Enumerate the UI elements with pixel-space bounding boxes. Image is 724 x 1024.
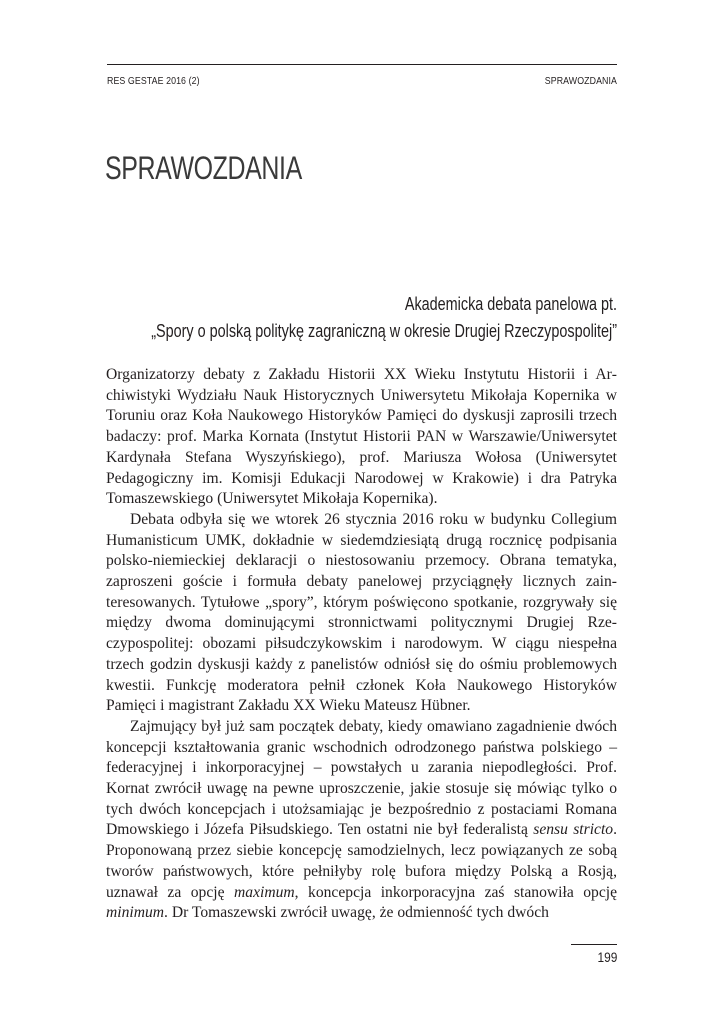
section-label: SPRAWOZDANIA [544, 75, 617, 87]
term-minimum: minimum [106, 904, 165, 922]
paragraph-3-text-4: . Dr Tomaszewski zwrócił uwagę, że odmienność tych dwóch [164, 904, 549, 922]
paragraph-3 [106, 717, 617, 924]
paragraph-1: Organizatorzy debaty z Zakładu Historii XX Wieku Instytutu Historii i Archiwistyki Wydziału Nauk Historycznych Uniwersytetu Mikołaja Kopernika w Toruniu oraz Koła Naukowego Historyków Pamięci do dyskusji zaprosili trzech badaczy: prof. Marka Kornata (Instytut Historii PAN w Warszawie/Uniwersytet Kardynała Stefana Wyszyńskiego), prof. Mariusza Wołosa (Uniwersytet Pedagogiczny im. Komisji Edukacji Narodowej w Krakowie) i dra Patryka Tomaszewskiego (Uniwersytet Mikołaja Kopernika). [106, 366, 617, 508]
paragraph-3-text-2: . Proponowaną przez siebie koncepcję samodzielnych, lecz powiązanych ze sobą tworów państwowych, które pełniłyby rolę bufora między Polską a Rosją, uznawał za opcję [106, 821, 617, 901]
term-maximum: maximum [234, 883, 295, 901]
paragraph-3-text-1: Zajmujący był już sam początek debaty, kiedy omawiano zagadnienie dwóch koncepcji kształtowania granic wschodnich odrodzonego państwa polskiego – federacyjnej i inkorporacyjnej – powstałych u zarania niepodległości. Prof. Kornat zwrócił uwagę na pewne uproszczenie, jakie stosuje się mówiąc tylko o tych dwóch koncepcjach i utożsamiając je bezpośrednio z postaciami Romana Dmowskiego i Józefa Piłsudskiego. Ten ostatni nie był federalistą [106, 717, 617, 839]
page-number [571, 944, 617, 965]
paragraph-3-text-3: , koncepcja inkorporacyjna zaś stanowiła opcję [294, 883, 617, 901]
latin-phrase-sensu-stricto: sensu stricto [533, 821, 614, 839]
article-title-line-1: Akademicka debata panelowa pt. [404, 294, 617, 314]
paragraph-2: Debata odbyła się we wtorek 26 stycznia 2016 roku w budynku Collegium Humanisticum UMK, dokładnie w siedemdziesiątą drugą rocznicę podpisania polsko-niemieckiej deklaracji o niestosowaniu przemocy. Obrana tematyka, zaproszeni goście i formuła debaty panelowej przyciągnęły licznych zainteresowanych. Tytułowe „spory”, którym poświęcono spotkanie, rozgrywały się między dwoma dominującymi stronnictwami politycznymi Drugiej Rzeczypospolitej: obozami piłsudczykowskim i narodowym. W ciągu niespełna trzech godzin dyskusji każdy z panelistów odniósł się do ośmiu problemowych kwestii. Funkcję moderatora pełnił członek Koła Naukowego Historyków Pamięci i magistrant Zakładu XX Wieku Mateusz Hübner. [106, 510, 617, 715]
section-title: SPRAWOZDANIA [105, 150, 302, 186]
running-head [107, 64, 617, 87]
journal-issue-label: RES GESTAE 2016 (2) [107, 75, 200, 87]
article-title [17, 291, 617, 345]
article-body [106, 365, 617, 924]
article-title-line-2: „Spory o polską politykę zagraniczną w okresie Drugiej Rzeczypospolitej” [151, 321, 617, 341]
page-number-value: 199 [597, 949, 617, 965]
